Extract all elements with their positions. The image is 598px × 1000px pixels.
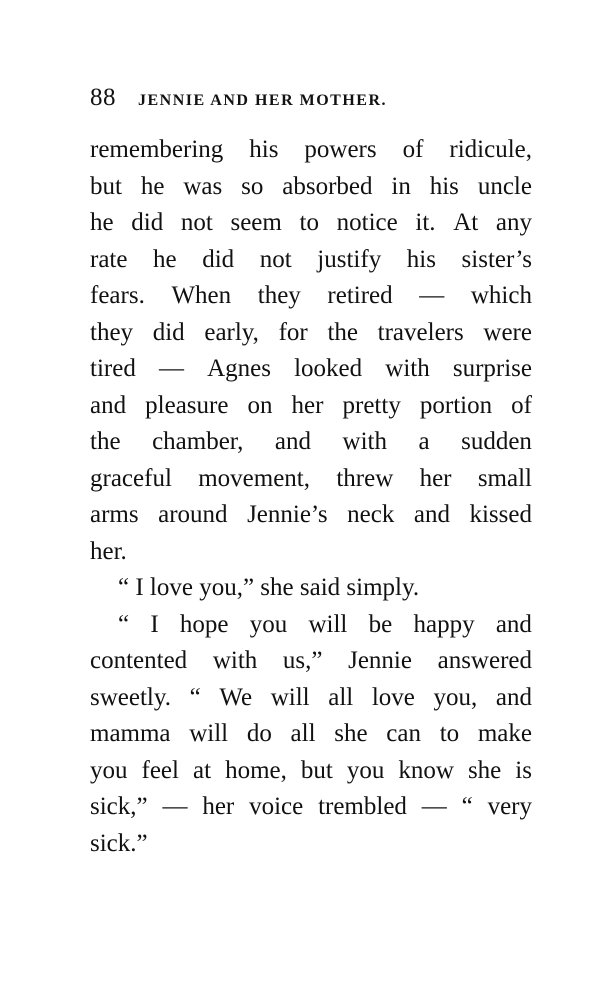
word: so bbox=[241, 172, 264, 200]
word: looked bbox=[294, 355, 363, 382]
word: absorbed bbox=[282, 172, 373, 200]
text-line bbox=[90, 242, 532, 279]
text-line bbox=[90, 315, 532, 352]
word: and bbox=[413, 501, 450, 528]
line-text: her. bbox=[90, 537, 127, 565]
word: of bbox=[511, 391, 532, 419]
word: on bbox=[247, 391, 273, 419]
word: — bbox=[162, 793, 188, 820]
word: answered bbox=[437, 647, 532, 674]
word: remembering bbox=[90, 136, 224, 163]
word: We bbox=[219, 683, 253, 711]
word: he bbox=[153, 245, 177, 273]
word: “ bbox=[118, 610, 130, 638]
word: At bbox=[453, 209, 479, 236]
text-line bbox=[90, 169, 532, 206]
word: early, bbox=[204, 318, 259, 346]
word: be bbox=[368, 610, 393, 638]
word: which bbox=[470, 282, 532, 309]
word: movement, bbox=[198, 464, 310, 492]
word: in bbox=[391, 172, 411, 200]
line-text: sick.” bbox=[90, 829, 148, 857]
word: love bbox=[371, 683, 415, 711]
text-line bbox=[90, 205, 532, 242]
body-text bbox=[90, 132, 532, 862]
word: her bbox=[291, 391, 324, 419]
word: feel bbox=[141, 756, 179, 784]
word: and bbox=[495, 683, 532, 711]
word: were bbox=[483, 318, 532, 346]
word: will bbox=[189, 720, 229, 747]
word: very bbox=[487, 793, 532, 820]
word: graceful bbox=[90, 464, 172, 492]
word: sweetly. bbox=[90, 683, 171, 711]
word: “ bbox=[189, 683, 201, 711]
word: a bbox=[418, 428, 430, 455]
word: pleasure bbox=[145, 391, 229, 419]
page-number: 88 bbox=[90, 84, 116, 111]
word: make bbox=[477, 720, 532, 747]
word: with bbox=[212, 647, 258, 674]
word: tired bbox=[90, 355, 136, 382]
word: contented bbox=[90, 647, 188, 674]
word: mamma bbox=[90, 720, 171, 747]
word: justify bbox=[317, 245, 382, 273]
word: the bbox=[327, 318, 358, 346]
word: threw bbox=[336, 464, 394, 492]
word: ridicule, bbox=[449, 136, 532, 163]
word: fears. bbox=[90, 282, 145, 309]
word: Jennie bbox=[348, 647, 412, 674]
text-line bbox=[90, 716, 532, 753]
word: notice bbox=[336, 209, 398, 236]
word: happy bbox=[413, 610, 475, 638]
word: all bbox=[328, 683, 354, 711]
word: will bbox=[308, 610, 348, 638]
word: they bbox=[257, 282, 301, 309]
word: around bbox=[158, 501, 228, 528]
word: not bbox=[180, 209, 213, 236]
word: sudden bbox=[461, 428, 532, 455]
word: at bbox=[193, 756, 212, 784]
word: home, bbox=[225, 756, 287, 784]
text-line bbox=[90, 388, 532, 425]
word: with bbox=[385, 355, 430, 382]
word: sick,” bbox=[90, 793, 148, 820]
word: is bbox=[515, 756, 532, 784]
word: rate bbox=[90, 245, 128, 273]
text-line bbox=[90, 278, 532, 315]
word: pretty bbox=[342, 391, 401, 419]
word: “ bbox=[461, 793, 473, 820]
text-line bbox=[90, 607, 532, 644]
word: with bbox=[342, 428, 387, 455]
word: of bbox=[402, 136, 424, 163]
text-line bbox=[90, 132, 532, 169]
word: to bbox=[299, 209, 319, 236]
running-title: JENNIE AND HER MOTHER. bbox=[138, 92, 388, 109]
word: you bbox=[346, 756, 385, 784]
word: hope bbox=[179, 610, 229, 638]
word: powers bbox=[304, 136, 377, 163]
word: the bbox=[90, 428, 121, 455]
text-line bbox=[90, 680, 532, 717]
word: and bbox=[274, 428, 311, 455]
text-line bbox=[90, 424, 532, 461]
word: to bbox=[439, 720, 460, 747]
word: I bbox=[150, 610, 159, 638]
word: his bbox=[429, 172, 459, 200]
word: her bbox=[419, 464, 452, 492]
text-line bbox=[90, 534, 532, 571]
text-line bbox=[90, 570, 532, 607]
word: she bbox=[467, 756, 502, 784]
word: you bbox=[249, 610, 288, 638]
word: — bbox=[421, 793, 447, 820]
word: his bbox=[249, 136, 279, 163]
word: uncle bbox=[477, 172, 532, 200]
word: not bbox=[259, 245, 292, 273]
word: chamber, bbox=[152, 428, 244, 455]
word: did bbox=[202, 245, 235, 273]
word: small bbox=[477, 464, 532, 492]
word: Jennie’s bbox=[247, 501, 328, 528]
word: but bbox=[300, 756, 333, 784]
word: you, bbox=[433, 683, 478, 711]
word: arms bbox=[90, 501, 139, 528]
word: he bbox=[140, 172, 165, 200]
word: you bbox=[90, 756, 128, 784]
word: she bbox=[334, 720, 368, 747]
word: did bbox=[131, 209, 164, 236]
word: do bbox=[246, 720, 272, 747]
text-line bbox=[90, 643, 532, 680]
text-line bbox=[90, 826, 532, 863]
line-text: “ I love you,” she said simply. bbox=[118, 574, 420, 601]
word: was bbox=[183, 172, 223, 200]
word: When bbox=[171, 282, 232, 309]
word: did bbox=[152, 318, 185, 346]
word: kissed bbox=[469, 501, 532, 528]
word: will bbox=[270, 683, 310, 711]
word: us,” bbox=[282, 647, 323, 674]
word: can bbox=[386, 720, 421, 747]
text-line bbox=[90, 351, 532, 388]
text-line bbox=[90, 497, 532, 534]
word: they bbox=[90, 318, 134, 346]
word: retired bbox=[327, 282, 393, 309]
word: and bbox=[495, 610, 532, 638]
word: and bbox=[90, 391, 127, 419]
word: her bbox=[202, 793, 235, 820]
text-line bbox=[90, 753, 532, 790]
word: trembled bbox=[318, 793, 407, 820]
word: but bbox=[90, 172, 122, 200]
word: sister’s bbox=[461, 245, 532, 273]
word: surprise bbox=[452, 355, 532, 382]
word: travelers bbox=[377, 318, 464, 346]
text-line bbox=[90, 461, 532, 498]
word: for bbox=[278, 318, 308, 346]
word: know bbox=[398, 756, 454, 784]
word: portion bbox=[419, 391, 493, 419]
text-line bbox=[90, 789, 532, 826]
word: all bbox=[290, 720, 316, 747]
word: he bbox=[90, 209, 114, 236]
word: his bbox=[406, 245, 436, 273]
word: seem bbox=[230, 209, 282, 236]
word: voice bbox=[249, 793, 304, 820]
word: it. bbox=[415, 209, 436, 236]
word: — bbox=[419, 282, 445, 309]
word: Agnes bbox=[207, 355, 271, 382]
word: any bbox=[495, 209, 532, 236]
word: neck bbox=[347, 501, 395, 528]
word: — bbox=[158, 355, 184, 382]
page-header bbox=[90, 84, 530, 114]
